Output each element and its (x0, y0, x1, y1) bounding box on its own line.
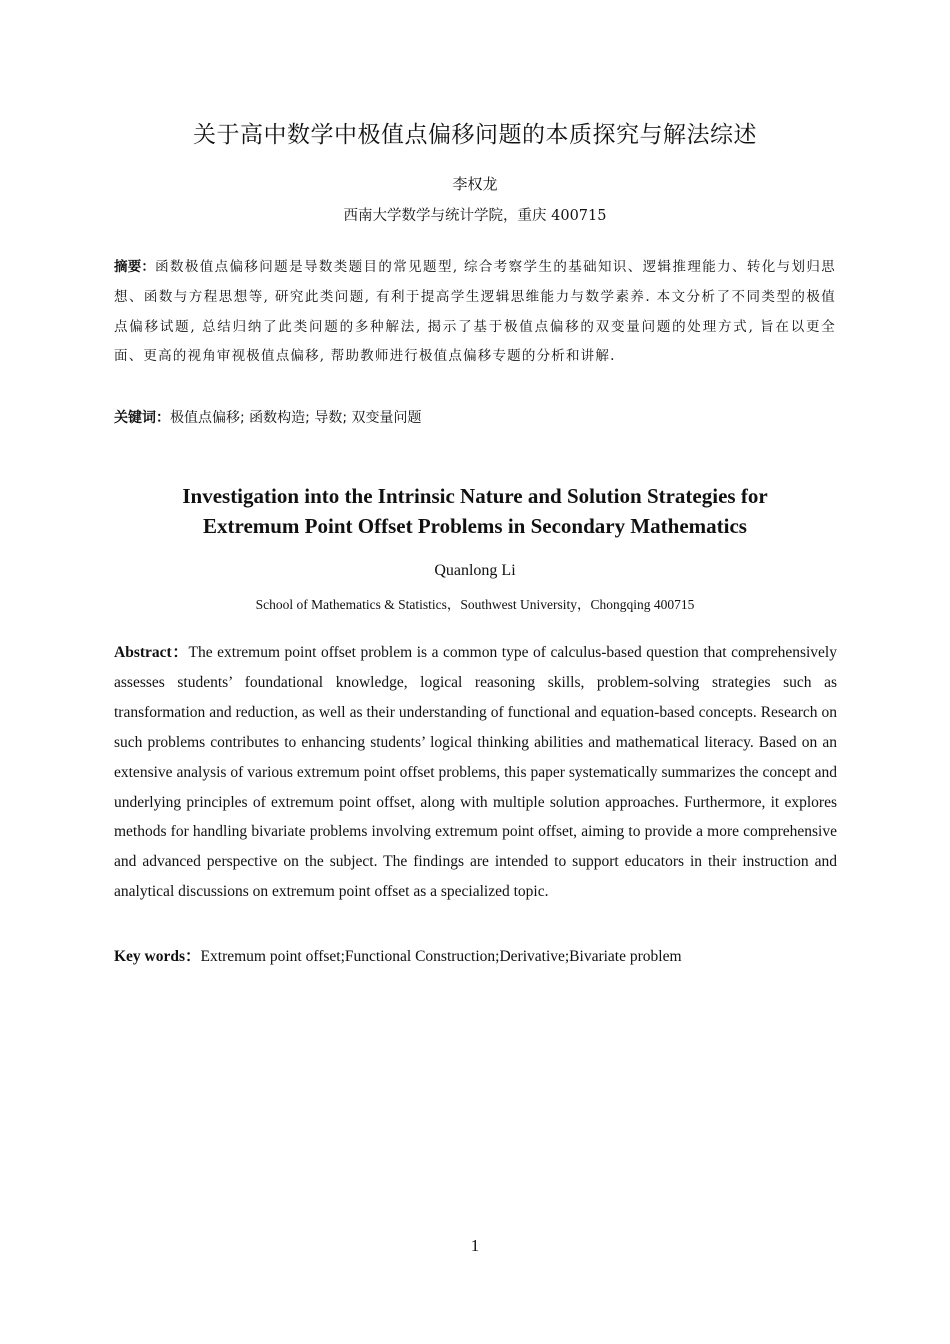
page-number: 1 (470, 1236, 480, 1255)
english-title-line-1: Investigation into the Intrinsic Nature and Solution Strategies for (182, 484, 768, 508)
english-title-line-2: Extremum Point Offset Problems in Secondary Mathematics (203, 514, 747, 538)
chinese-title: 关于高中数学中极值点偏移问题的本质探究与解法综述 (193, 122, 757, 148)
chinese-keywords-text: 极值点偏移; 函数构造; 导数; 双变量问题 (170, 410, 422, 426)
english-keywords-label: Key words： (114, 948, 201, 965)
chinese-abstract-label: 摘要： (114, 259, 156, 275)
chinese-abstract (114, 253, 836, 372)
english-author: Quanlong Li (434, 562, 516, 579)
chinese-affiliation: 西南大学数学与统计学院，重庆 400715 (343, 208, 607, 224)
chinese-keywords-label: 关键词： (114, 410, 170, 426)
chinese-author: 李权龙 (452, 175, 498, 193)
english-abstract-text: The extremum point offset problem is a common type of calculus-based question that comprehensively assesses students’ foundational knowledge, logical reasoning skills, problem-solving strategies such as transformation and reduction, as well as their understanding of functional and equation-based concepts. Research on such problems contributes to enhancing students’ logical thinking abilities and mathematical literacy. Based on an extensive analysis of various extremum point offset problems, this paper systematically summarizes the concept and underlying principles of extremum point offset, along with multiple solution approaches. Furthermore, it explores methods for handling bivariate problems involving extremum point offset, aiming to provide a more comprehensive and advanced perspective on the subject. The findings are intended to support educators in their instruction and analytical discussions on extremum point offset as a specialized topic. (114, 644, 837, 901)
chinese-keywords (114, 407, 836, 427)
english-keywords (114, 944, 837, 966)
english-keywords-text: Extremum point offset;Functional Construction;Derivative;Bivariate problem (200, 948, 682, 965)
chinese-abstract-text: 函数极值点偏移问题是导数类题目的常见题型, 综合考察学生的基础知识、逻辑推理能力、转化与划归思想、函数与方程思想等, 研究此类问题, 有利于提高学生逻辑思维能力与数学素养. 本文分析了不同类型的极值点偏移试题, 总结归纳了此类问题的多种解法, 揭示了基于极值点偏移的双变量问题的处理方式, 旨在以更全面、更高的视角审视极值点偏移, 帮助教师进行极值点偏移专题的分析和讲解. (114, 259, 837, 365)
english-abstract-label: Abstract： (114, 644, 189, 661)
english-abstract (114, 638, 837, 907)
english-title (0, 481, 950, 541)
english-affiliation: School of Mathematics & Statistics，Southwest University，Chongqing 400715 (255, 597, 695, 612)
